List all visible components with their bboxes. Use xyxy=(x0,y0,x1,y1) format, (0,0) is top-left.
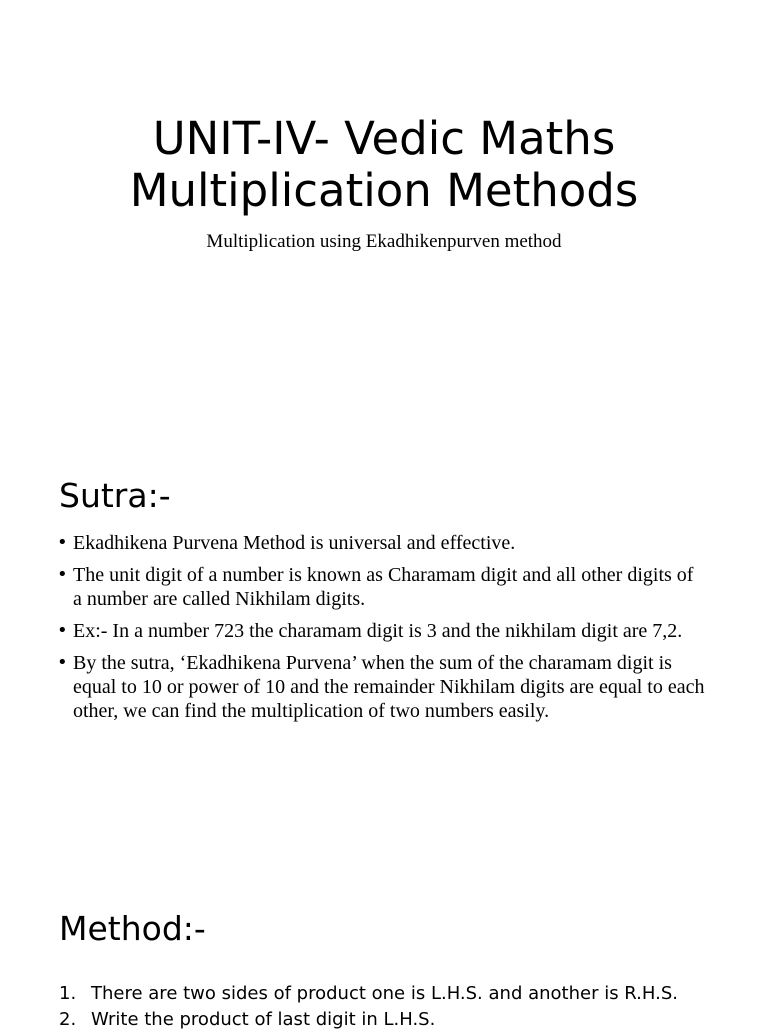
method-step-list xyxy=(59,981,739,1033)
list-item xyxy=(59,981,739,1007)
bullet-item xyxy=(57,619,707,643)
sutra-bullet-list xyxy=(57,531,707,731)
bullet-icon: • xyxy=(57,652,68,673)
bullet-icon: • xyxy=(57,564,68,585)
bullet-item xyxy=(57,563,707,611)
bullet-item xyxy=(57,531,707,555)
bullet-icon: • xyxy=(57,532,68,553)
sutra-heading: Sutra:- xyxy=(59,476,171,515)
bullet-text: Ekadhikena Purvena Method is universal and effective. xyxy=(73,532,516,554)
title-line-2: Multiplication Methods xyxy=(129,164,639,217)
title-slide xyxy=(0,0,768,440)
bullet-text: Ex:- In a number 723 the charamam digit is 3 and the nikhilam digit are 7,2. xyxy=(73,620,683,642)
method-heading: Method:- xyxy=(59,909,206,948)
bullet-text: By the sutra, ‘Ekadhikena Purvena’ when the sum of the charamam digit is equal to 10 or power of 10 and the remainder Nikhilam digits are equal to each other, we can find the multiplication of two numbers easily. xyxy=(73,652,705,722)
list-item xyxy=(59,1007,739,1033)
step-number: 1. xyxy=(59,983,77,1004)
method-slide xyxy=(0,880,768,1030)
step-number: 2. xyxy=(59,1009,77,1030)
title-line-1: UNIT-IV- Vedic Maths xyxy=(152,112,616,165)
step-text: There are two sides of product one is L.H.S. and another is R.H.S. xyxy=(91,983,678,1004)
page-title xyxy=(0,113,768,217)
subtitle: Multiplication using Ekadhikenpurven method xyxy=(206,231,562,252)
bullet-text: The unit digit of a number is known as Charamam digit and all other digits of a number are called Nikhilam digits. xyxy=(73,564,694,610)
bullet-item xyxy=(57,651,707,723)
step-text: Write the product of last digit in L.H.S. xyxy=(91,1009,436,1030)
bullet-icon: • xyxy=(57,620,68,641)
sutra-slide xyxy=(0,440,768,880)
